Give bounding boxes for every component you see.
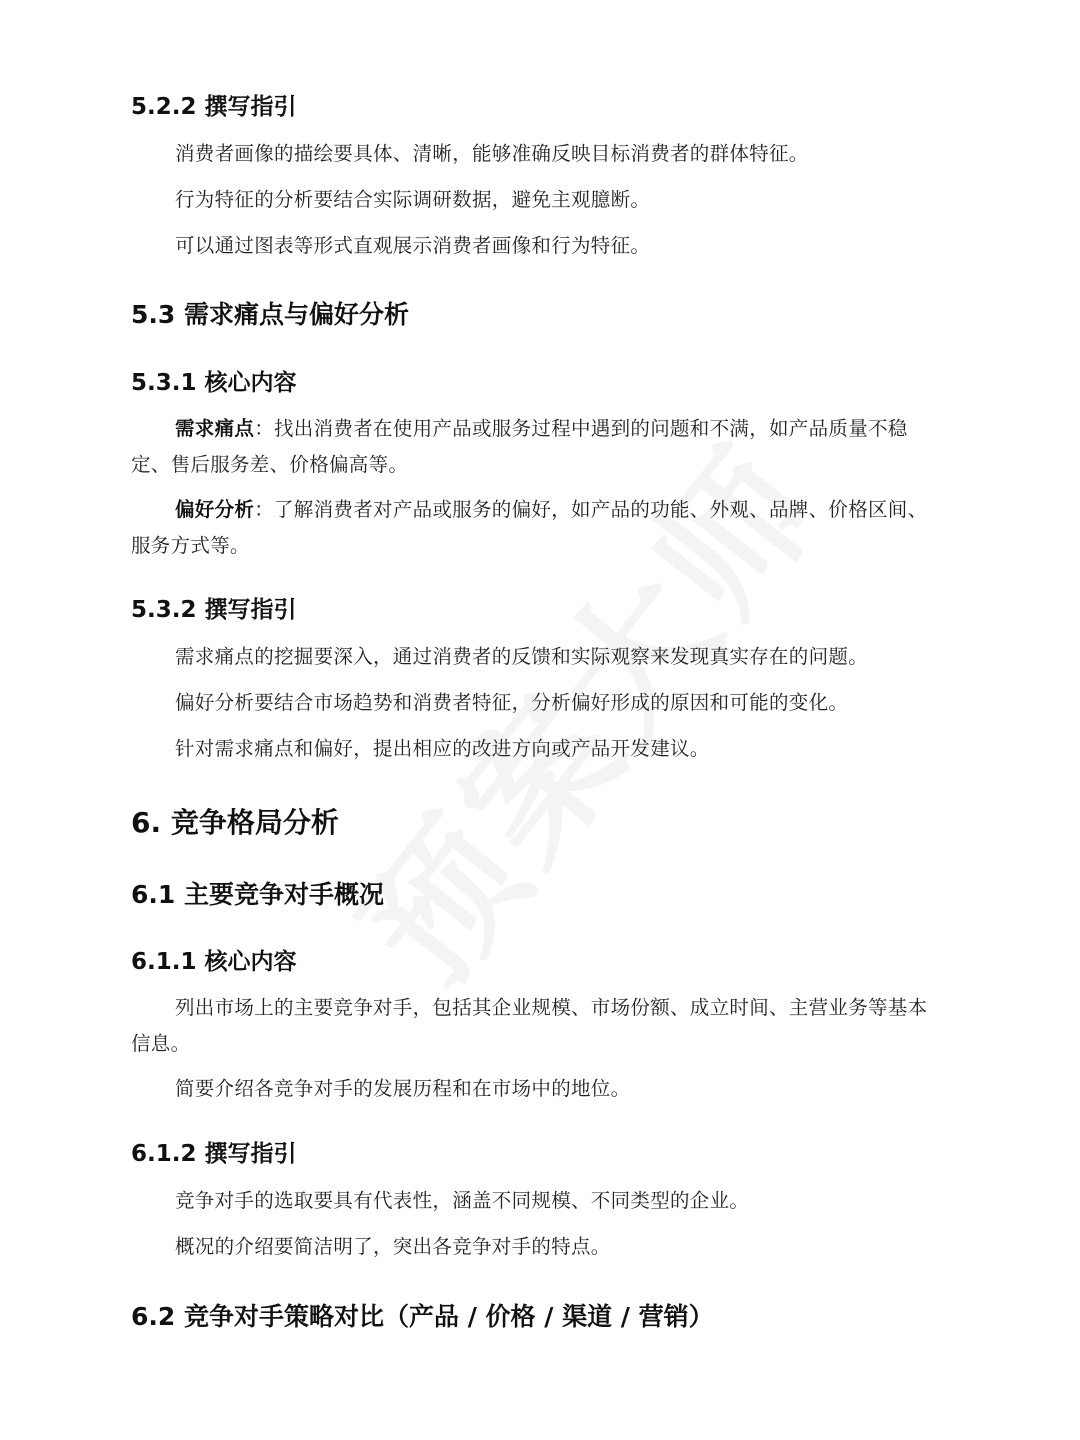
paragraph: 消费者画像的描绘要具体、清晰，能够准确反映目标消费者的群体特征。 [175,142,809,165]
heading-6-2: 6.2 竞争对手策略对比（产品 / 价格 / 渠道 / 营销） [131,1302,714,1331]
heading-6-1: 6.1 主要竞争对手概况 [131,880,384,909]
heading-6: 6. 竞争格局分析 [131,806,339,839]
paragraph-pain-points [131,411,941,483]
heading-6-1-2: 6.1.2 撰写指引 [131,1141,297,1167]
paragraph: 行为特征的分析要结合实际调研数据，避免主观臆断。 [175,188,651,211]
paragraph: 竞争对手的选取要具有代表性，涵盖不同规模、不同类型的企业。 [175,1189,750,1212]
paragraph: 偏好分析要结合市场趋势和消费者特征，分析偏好形成的原因和可能的变化。 [175,691,849,714]
heading-5-3-2: 5.3.2 撰写指引 [131,597,297,623]
paragraph-preference [131,492,941,564]
paragraph: 可以通过图表等形式直观展示消费者画像和行为特征。 [175,234,651,257]
heading-5-3: 5.3 需求痛点与偏好分析 [131,300,409,329]
pain-points-text: ：找出消费者在使用产品或服务过程中遇到的问题和不满，如产品质量不稳定、售后服务差、价格偏高等。 [131,417,908,476]
heading-5-3-1: 5.3.1 核心内容 [131,370,297,396]
heading-6-1-1: 6.1.1 核心内容 [131,949,297,975]
paragraph: 需求痛点的挖掘要深入，通过消费者的反馈和实际观察来发现真实存在的问题。 [175,645,869,668]
preference-text: ：了解消费者对产品或服务的偏好，如产品的功能、外观、品牌、价格区间、服务方式等。 [131,498,928,557]
paragraph: 列出市场上的主要竞争对手，包括其企业规模、市场份额、成立时间、主营业务等基本信息。 [131,996,928,1055]
paragraph: 概况的介绍要简洁明了，突出各竞争对手的特点。 [175,1235,611,1258]
preference-label: 偏好分析 [175,498,255,521]
pain-points-label: 需求痛点 [175,417,255,440]
paragraph: 针对需求痛点和偏好，提出相应的改进方向或产品开发建议。 [175,737,710,760]
paragraph: 简要介绍各竞争对手的发展历程和在市场中的地位。 [175,1077,631,1100]
heading-5-2-2: 5.2.2 撰写指引 [131,94,297,120]
